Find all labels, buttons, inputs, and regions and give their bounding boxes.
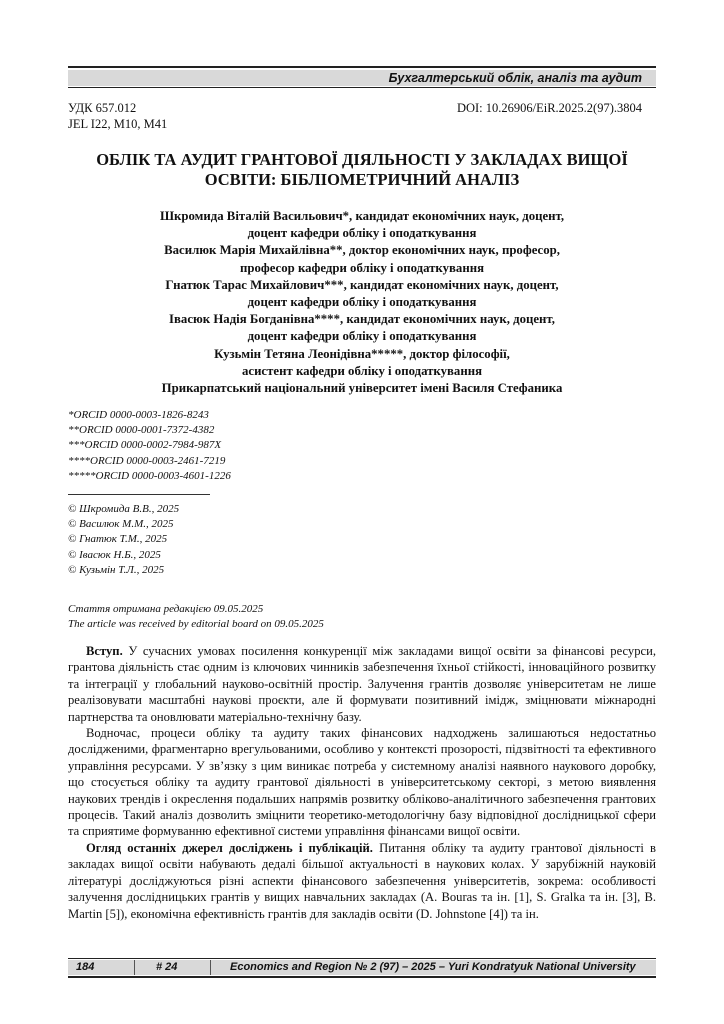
jel-code: JEL I22, M10, M41: [68, 117, 168, 131]
author-list: [68, 208, 656, 397]
footer-bottom-rule: [68, 976, 656, 978]
affiliation: Прикарпатський національний університет імені Василя Стефаника: [161, 381, 563, 396]
article-title-line: ОБЛІК ТА АУДИТ ГРАНТОВОЇ ДІЯЛЬНОСТІ У ЗАКЛАДАХ ВИЩОЇ: [96, 150, 628, 169]
orcid-item: *ORCID 0000-0003-1826-8243: [68, 409, 209, 421]
copyright-list: [68, 502, 179, 578]
paragraph-text: Питання обліку та аудиту грантової діяльності в закладах вищої освіти набувають дедалі більшої актуальності в наукових колах. У зарубіжній науковій літературі досліджуються різні аспекти фінансового забезпечення університетів, зокрема: особливості залучення дослідницьких грантів у вищих навчальних закладах (A. Bouras та ін. [1], S. Gralka та ін. [3], B. Martin [5]), економічна ефективність грантів для закладів освіти (D. Johnstone [4]) та ін.: [68, 840, 657, 921]
received-note: [68, 602, 324, 631]
section-lead: Огляд останніх джерел досліджень і публікацій.: [86, 840, 373, 855]
orcid-item: ***ORCID 0000-0002-7984-987X: [68, 439, 222, 452]
header-top-rule: [68, 66, 656, 68]
author-line: Василюк Марія Михайлівна**, доктор економічних наук, професор,: [164, 243, 560, 258]
section-lead: Вступ.: [86, 644, 123, 658]
article-title: [68, 150, 656, 190]
author-line: доцент кафедри обліку і оподаткування: [247, 295, 477, 310]
author-line: доцент кафедри обліку і оподаткування: [247, 226, 477, 241]
copyright-item: © Кузьмін Т.Л., 2025: [68, 563, 165, 576]
page-number: 184: [76, 961, 95, 973]
issue-number: # 24: [156, 961, 178, 973]
paragraph-literature-review: [68, 840, 656, 922]
paragraph-text: Водночас, процеси обліку та аудиту таких фінансових надходжень залишаються недостатньо дослідженими, фрагментарно врегульованими, особливо у контексті прозорості, підзвітності та ефективного управління ресурсами. У зв’язку з цим виникає потреба у системному аналізі наявного наукового доробку, що стосується обліку та аудиту грантової діяльності в університетському секторі, з метою виявлення наукових трендів і окреслення подальших напрямів розвитку обліково-аналітичного забезпечення грантових процесів. Такий аналіз дозволить зміцнити теоретико-методологічну базу відповідної дослідницької сфери та сприятиме формуванню ефективної системи управління фінансами вищої освіти.: [68, 726, 656, 839]
copyright-divider: [68, 494, 210, 495]
orcid-item: ****ORCID 0000-0003-2461-7219: [68, 454, 226, 467]
doi: DOI: 10.26906/EiR.2025.2(97).3804: [456, 101, 642, 115]
author-line: Кузьмін Тетяна Леонідівна*****, доктор філософії,: [214, 346, 510, 361]
paragraph-introduction: [68, 643, 656, 725]
received-ua: Стаття отримана редакцією 09.05.2025: [68, 603, 264, 615]
udk-code: УДК 657.012: [68, 101, 137, 115]
orcid-item: *****ORCID 0000-0003-4601-1226: [68, 469, 231, 482]
journal-section-title: Бухгалтерський облік, аналіз та аудит: [388, 71, 642, 85]
received-en: The article was received by editorial board on 09.05.2025: [68, 617, 324, 630]
paragraph-text: У сучасних умовах посилення конкуренції між закладами вищої освіти за фінансові ресурси, грантова діяльність стає одним із ключових чинників забезпечення їхньої стійкості, інноваційного розвитку та інтеграції у глобальний науково-освітній простір. Залучення грантів дозволяє університетам не лише реалізовувати масштабні наукові проєкти, але й формувати позитивний імідж, зміцнювати міжнародні партнерства та оновлювати матеріально-технічну базу.: [68, 644, 656, 724]
author-line: Івасюк Надія Богданівна****, кандидат економічних наук, доцент,: [169, 312, 555, 327]
author-line: Гнатюк Тарас Михайлович***, кандидат економічних наук, доцент,: [165, 277, 559, 292]
header-bottom-rule: [68, 87, 656, 88]
classification-codes: [68, 100, 167, 132]
footer-top-rule: [68, 958, 656, 959]
copyright-item: © Василюк М.М., 2025: [68, 518, 174, 531]
author-line: Шкромида Віталій Васильович*, кандидат економічних наук, доцент,: [159, 209, 565, 223]
orcid-list: [68, 408, 231, 484]
orcid-item: **ORCID 0000-0001-7372-4382: [68, 424, 215, 437]
footer-separator: [134, 960, 135, 975]
copyright-item: © Івасюк Н.Б., 2025: [68, 548, 161, 561]
author-line: доцент кафедри обліку і оподаткування: [247, 329, 477, 344]
copyright-item: © Шкромида В.В., 2025: [68, 503, 180, 515]
journal-footer-title: Economics and Region № 2 (97) – 2025 – Yuri Kondratyuk National University: [230, 961, 636, 973]
author-line: асистент кафедри обліку і оподаткування: [241, 363, 483, 378]
article-body: [68, 643, 656, 922]
author-line: професор кафедри обліку і оподаткування: [239, 260, 485, 275]
copyright-item: © Гнатюк Т.М., 2025: [68, 533, 168, 546]
footer-separator: [210, 960, 211, 975]
article-title-line: ОСВІТИ: БІБЛІОМЕТРИЧНИЙ АНАЛІЗ: [204, 170, 520, 189]
